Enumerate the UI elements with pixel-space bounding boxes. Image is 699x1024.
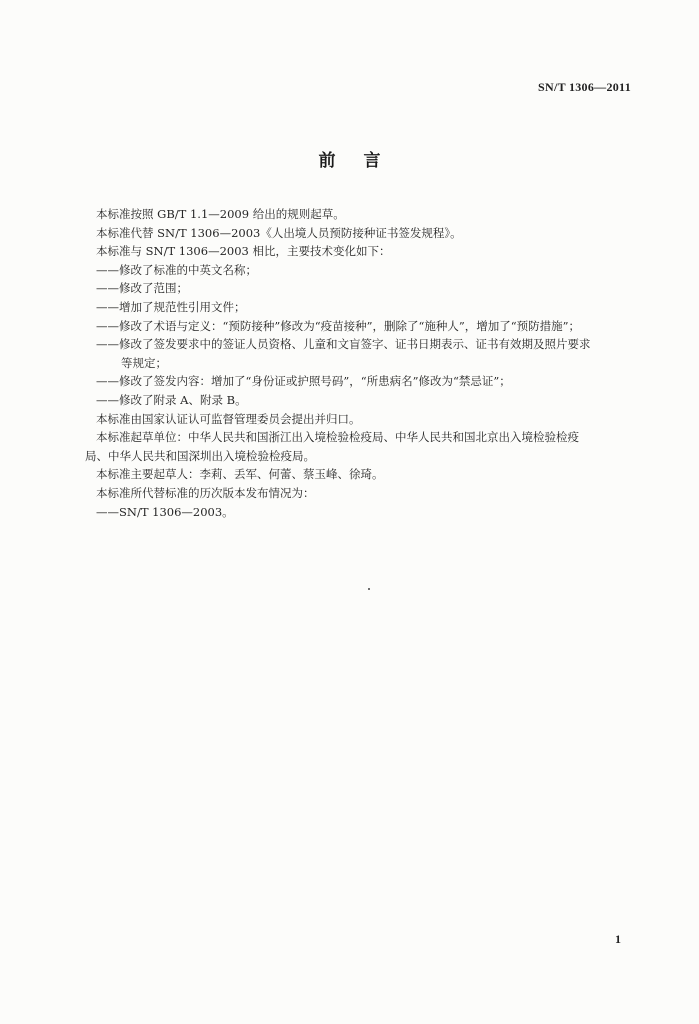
foreword-body (85, 205, 656, 521)
list-item-change-continued: 等规定； (121, 355, 167, 370)
list-item-change: ——修改了签发内容：增加了“身份证或护照号码”，“所患病名”修改为“禁忌证”； (96, 374, 511, 389)
paragraph-history-intro: 本标准所代替标准的历次版本发布情况为： (96, 485, 315, 500)
list-item-change: ——修改了标准的中英文名称； (96, 262, 257, 277)
scan-speck (368, 588, 370, 590)
list-item-change: ——修改了术语与定义：“预防接种”修改为“疫苗接种”，删除了“施种人”，增加了“预防措施”； (96, 318, 581, 333)
list-item-change: ——修改了范围； (96, 281, 188, 296)
list-item-change: ——修改了附录 A、附录 B。 (96, 392, 247, 407)
paragraph-drafters: 本标准主要起草人：李莉、丢军、何蕾、蔡玉峰、徐琦。 (96, 467, 384, 482)
list-item-change: ——增加了规范性引用文件； (96, 299, 246, 314)
paragraph-replaces: 本标准代替 SN/T 1306—2003《人出境人员预防接种证书签发规程》。 (96, 225, 462, 240)
paragraph-drafting-units: 本标准起草单位：中华人民共和国浙江出入境检验检疫局、中华人民共和国北京出入境检验检疫 (96, 430, 579, 445)
document-number: SN/T 1306—2011 (538, 80, 631, 94)
paragraph-changes-intro: 本标准与 SN/T 1306—2003 相比，主要技术变化如下： (96, 244, 391, 259)
paragraph-proposed-by: 本标准由国家认证认可监督管理委员会提出并归口。 (96, 411, 361, 426)
list-item-change: ——修改了签发要求中的签证人员资格、儿童和文盲签字、证书日期表示、证书有效期及照片要求 (96, 337, 591, 352)
paragraph-drafting-rule: 本标准按照 GB/T 1.1—2009 给出的规则起草。 (96, 207, 345, 221)
page-number: 1 (615, 932, 621, 946)
page-title: 前言 (318, 151, 409, 171)
paragraph-drafting-units-continued: 局、中华人民共和国深圳出入境检验检疫局。 (85, 448, 315, 463)
list-item-history: ——SN/T 1306—2003。 (96, 504, 234, 519)
